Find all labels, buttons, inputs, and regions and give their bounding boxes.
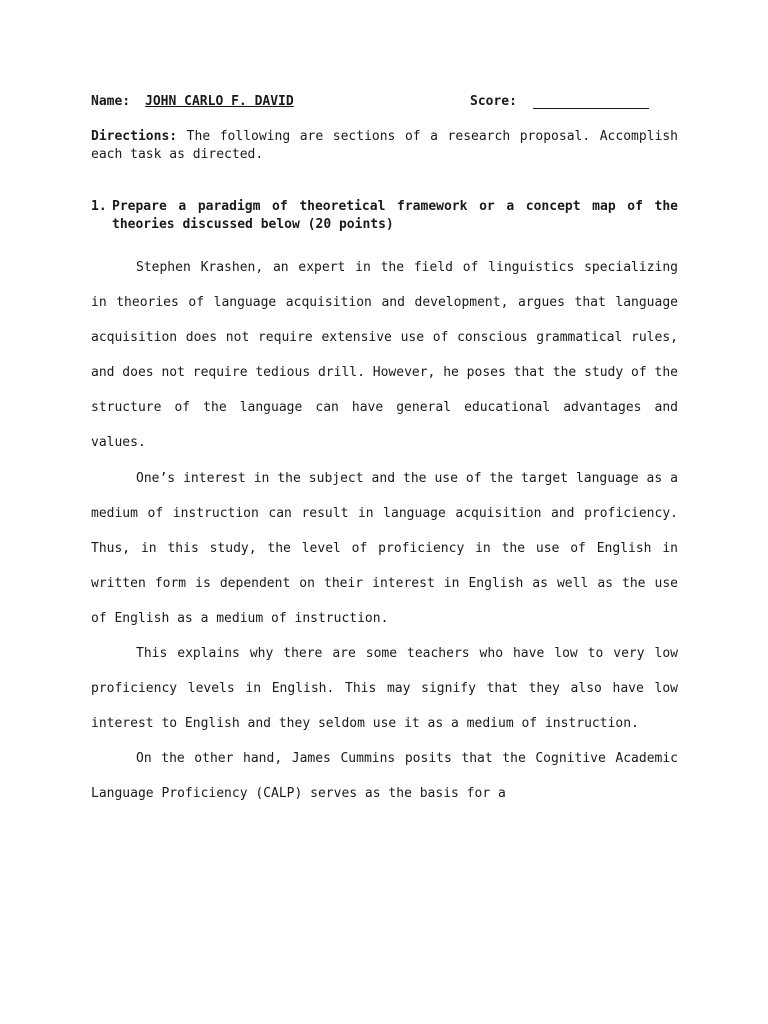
task-text: Prepare a paradigm of theoretical framework or a concept map of the theories discussed below (20 points)	[112, 199, 678, 232]
name-value: JOHN CARLO F. DAVID	[145, 94, 294, 109]
paragraph-krashen: Stephen Krashen, an expert in the field of linguistics specializing in theories of language acquisition and development, argues that language acquisition does not require extensive use of conscious grammatical rules, and does not require tedious drill. However, he poses that the study of the structure of the language can have general educational advantages and values.	[91, 260, 678, 451]
directions-text: The following are sections of a research proposal. Accomplish each task as directed.	[91, 129, 679, 162]
paragraph-interest: One’s interest in the subject and the use of the target language as a medium of instruction can result in language acquisition and proficiency. Thus, in this study, the level of proficiency in the use of English in written form is dependent on their interest in English as well as the use of English as a medium of instruction.	[91, 470, 678, 626]
paragraph-teachers: This explains why there are some teachers who have low to very low proficiency levels in English. This may signify that they also have low interest to English and they seldom use it as a medium of instruction.	[91, 646, 678, 732]
body-text	[91, 250, 678, 812]
directions-label: Directions:	[91, 129, 178, 144]
score-label: Score:	[470, 94, 517, 109]
paragraph-cummins: On the other hand, James Cummins posits that the Cognitive Academic Language Proficiency (CALP) serves as the basis for a	[91, 751, 678, 802]
name-label: Name:	[91, 94, 131, 109]
score-blank-line	[533, 108, 649, 109]
directions	[91, 128, 678, 164]
header-line	[91, 94, 678, 112]
task-number: 1.	[91, 199, 107, 214]
